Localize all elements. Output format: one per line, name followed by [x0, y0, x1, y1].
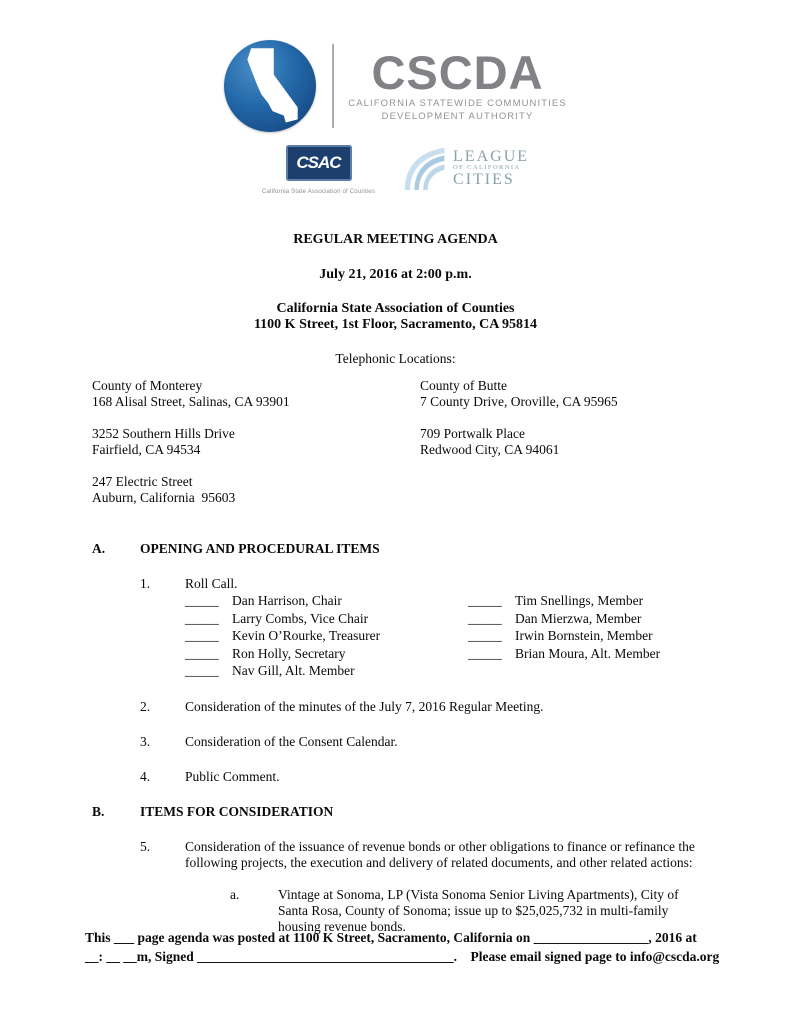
roll-call-entry: [185, 662, 468, 680]
member-name: Kevin O’Rourke, Treasurer: [232, 628, 381, 643]
cscda-subtitle-line2: DEVELOPMENT AUTHORITY: [381, 111, 534, 122]
member-name: Brian Moura, Alt. Member: [515, 645, 661, 661]
posting-certification-footer: [85, 928, 729, 966]
member-name: Dan Mierzwa, Member: [515, 610, 642, 626]
roll-call-entry: [468, 592, 660, 610]
location-entry: 709 Portwalk Place Redwood City, CA 94061: [420, 426, 560, 457]
league-wordmark: [453, 149, 529, 188]
cscda-acronym: CSCDA: [371, 46, 544, 99]
logo-divider: [332, 44, 334, 128]
item-text: Consideration of the minutes of the July 7, 2016 Regular Meeting.: [185, 698, 544, 714]
title-block: [0, 232, 791, 367]
meeting-datetime: July 21, 2016 at 2:00 p.m.: [319, 267, 472, 282]
csac-logo-box: [286, 145, 352, 181]
roll-call-entry: [468, 610, 660, 628]
vote-blank: _____: [468, 628, 502, 643]
footer-line1: This ___ page agenda was posted at 1100 K Street, Sacramento, California on _________________, 2016 at: [85, 930, 697, 945]
league-of-california-cities-logo: [403, 145, 529, 191]
vote-blank: _____: [185, 645, 219, 661]
venue-name: California State Association of Counties: [276, 301, 515, 316]
vote-blank: _____: [468, 593, 502, 608]
agenda-item-2: [140, 699, 791, 715]
agenda-item-3: [140, 734, 791, 750]
member-name: Tim Snellings, Member: [515, 593, 644, 608]
vote-blank: _____: [185, 663, 219, 678]
csac-logo: [262, 145, 375, 200]
agenda-item-1: [140, 576, 791, 592]
item-number: 2.: [140, 698, 151, 714]
cscda-wordmark: [348, 46, 567, 123]
partner-logos: [262, 145, 529, 200]
section-a-heading: [92, 541, 791, 557]
vote-blank: _____: [185, 628, 219, 643]
league-swoosh-icon: [403, 145, 447, 191]
roll-call-entry: [468, 645, 660, 663]
california-state-icon: [238, 47, 302, 125]
roll-call-entry: [185, 645, 468, 663]
header-logos: [0, 0, 791, 200]
item-text: Public Comment.: [185, 768, 280, 784]
csac-acronym: CSAC: [296, 153, 341, 172]
section-title: OPENING AND PROCEDURAL ITEMS: [140, 541, 380, 556]
venue-block: [0, 301, 791, 333]
roll-call-left-column: [185, 592, 468, 680]
vote-blank: _____: [468, 610, 502, 626]
location-entry: 247 Electric Street Auburn, California 95603: [92, 474, 236, 505]
item-number: 3.: [140, 733, 151, 749]
cscda-logo: [224, 40, 567, 132]
vote-blank: _____: [185, 610, 219, 626]
meeting-title: REGULAR MEETING AGENDA: [293, 232, 498, 247]
locations-right-column: [420, 378, 748, 522]
telephonic-locations: [92, 378, 791, 522]
member-name: Larry Combs, Vice Chair: [232, 610, 369, 626]
location-entry: County of Monterey 168 Alisal Street, Salinas, CA 93901: [92, 378, 290, 409]
agenda-item-4: [140, 769, 791, 785]
section-b-heading: [92, 804, 791, 820]
roll-call-entry: [468, 627, 660, 645]
roll-call-right-column: [468, 592, 660, 680]
roll-call-entry: [185, 627, 468, 645]
agenda-item-5: [140, 839, 791, 871]
item-number: 5.: [140, 838, 151, 854]
item-number: 4.: [140, 768, 151, 784]
location-entry: County of Butte 7 County Drive, Oroville, CA 95965: [420, 378, 618, 409]
roll-call-entry: [185, 610, 468, 628]
member-name: Irwin Bornstein, Member: [515, 628, 653, 643]
venue-address: 1100 K Street, 1st Floor, Sacramento, CA 95814: [253, 317, 538, 332]
subitem-letter: a.: [230, 886, 240, 902]
telephonic-locations-label: Telephonic Locations:: [335, 351, 456, 366]
section-title: ITEMS FOR CONSIDERATION: [140, 803, 334, 819]
league-line3: CITIES: [453, 170, 515, 188]
csac-caption: California State Association of Counties: [261, 189, 376, 195]
section-letter: B.: [92, 803, 105, 819]
cscda-subtitle-line1: CALIFORNIA STATEWIDE COMMUNITIES: [348, 98, 567, 109]
member-name: Dan Harrison, Chair: [232, 593, 342, 608]
footer-line2: __: __ __m, Signed ______________________________________. Please email signed page to info@cscda.org: [85, 949, 720, 964]
item-text: Roll Call.: [185, 576, 238, 591]
roll-call-list: [185, 592, 791, 680]
vote-blank: _____: [185, 593, 219, 608]
league-line2: OF CALIFORNIA: [453, 163, 521, 171]
league-line1: LEAGUE: [453, 147, 530, 165]
vote-blank: _____: [468, 645, 502, 661]
item-text: Consideration of the issuance of revenue bonds or other obligations to finance or refinance the following projects, the execution and delivery of related documents, and other related actions:: [185, 838, 695, 870]
item-text: Consideration of the Consent Calendar.: [185, 733, 398, 749]
subitem-text: Vintage at Sonoma, LP (Vista Sonoma Senior Living Apartments), City of Santa Rosa, County of Sonoma; issue up to $25,025,732 in multi-family housing revenue bonds.: [278, 886, 679, 934]
california-globe-icon: [224, 40, 316, 132]
locations-left-column: [92, 378, 420, 522]
member-name: Nav Gill, Alt. Member: [232, 663, 355, 678]
member-name: Ron Holly, Secretary: [232, 645, 346, 661]
section-letter: A.: [92, 541, 106, 556]
item-number: 1.: [140, 576, 151, 591]
roll-call-entry: [185, 592, 468, 610]
location-entry: 3252 Southern Hills Drive Fairfield, CA 94534: [92, 426, 235, 457]
